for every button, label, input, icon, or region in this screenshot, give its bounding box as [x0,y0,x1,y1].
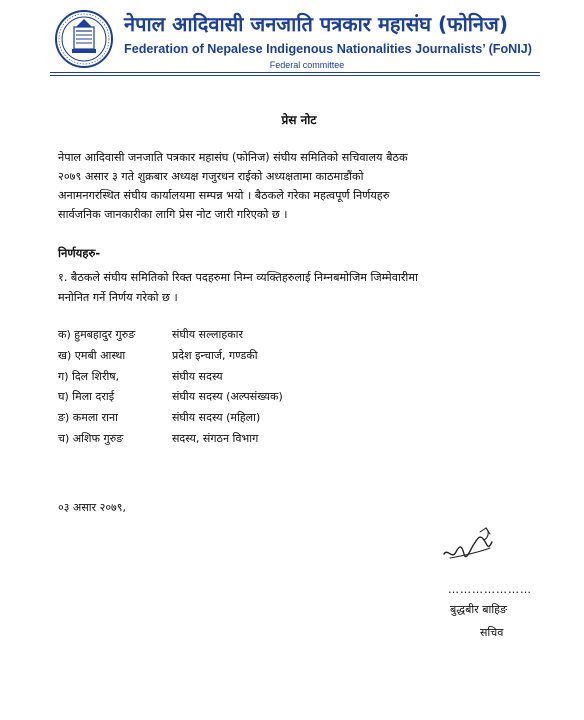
intro-line: अनामनगरस्थित संघीय कार्यालयमा सम्पन्न भयो । बैठकले गरेका महत्वपूर्ण निर्णयहरु [58,189,390,202]
intro-paragraph [58,148,558,224]
intro-line: २०७९ असार ३ गते शुक्रबार अध्यक्ष गजुरधन राईको अध्यक्षतामा काठमाडौंको [58,170,364,183]
signer-name: बुद्धबीर बाहिङ [450,603,508,616]
member-name: ङ) कमला राना [58,411,118,425]
intro-line: नेपाल आदिवासी जनजाति पत्रकार महासंघ (फोनिज) संघीय समितिको सचिवालय बैठक [58,151,408,164]
member-role: संघीय सदस्य [172,369,223,383]
member-name: घ) मिला दराई [58,390,115,404]
member-role: संघीय सदस्य (अल्पसंख्यक) [172,390,283,404]
header-divider [50,72,540,73]
signature-dotted-line: ………………… [448,583,532,596]
org-name-nepali: नेपाल आदिवासी जनजाति पत्रकार महासंघ (फोनिज) [124,12,509,36]
member-name: च) अशिफ गुरुङ [58,431,124,445]
org-name-english: Federation of Nepalese Indigenous Nationalities Journalists’ (FoNIJ) [124,42,532,56]
intro-line: सार्वजनिक जानकारीका लागि प्रेस नोट जारी गरिएको छ । [58,208,288,221]
org-subtitle: Federal committee [269,60,345,70]
document-date: ०३ असार २०७९, [58,501,126,514]
document-title: प्रेस नोट [281,113,317,127]
header-divider-thin [50,75,540,76]
member-name: ग) दिल शिरीष, [58,369,120,383]
decision-item [58,268,558,308]
signer-designation: सचिव [480,626,504,639]
member-role: संघीय सदस्य (महिला) [172,411,261,425]
member-role: सदस्य, संगठन विभाग [172,431,259,445]
decision-line: १. बैठकले संघीय समितिको रिक्त पदहरुमा निम्न व्यक्तिहरुलाई निम्नबमोजिम जिम्मेवारीमा [58,271,418,284]
member-name: ख) एमबी आस्था [58,348,126,362]
member-role: संघीय सल्लाहकार [172,328,244,341]
handwritten-signature-icon [440,520,500,568]
decision-line: मनोनित गर्ने निर्णय गरेको छ । [58,291,178,304]
member-role: प्रदेश इन्चार्ज, गण्डकी [172,348,258,362]
decisions-heading: निर्णयहरु- [58,246,101,260]
member-name: क) हुमबहादुर गुरुङ [58,328,136,341]
